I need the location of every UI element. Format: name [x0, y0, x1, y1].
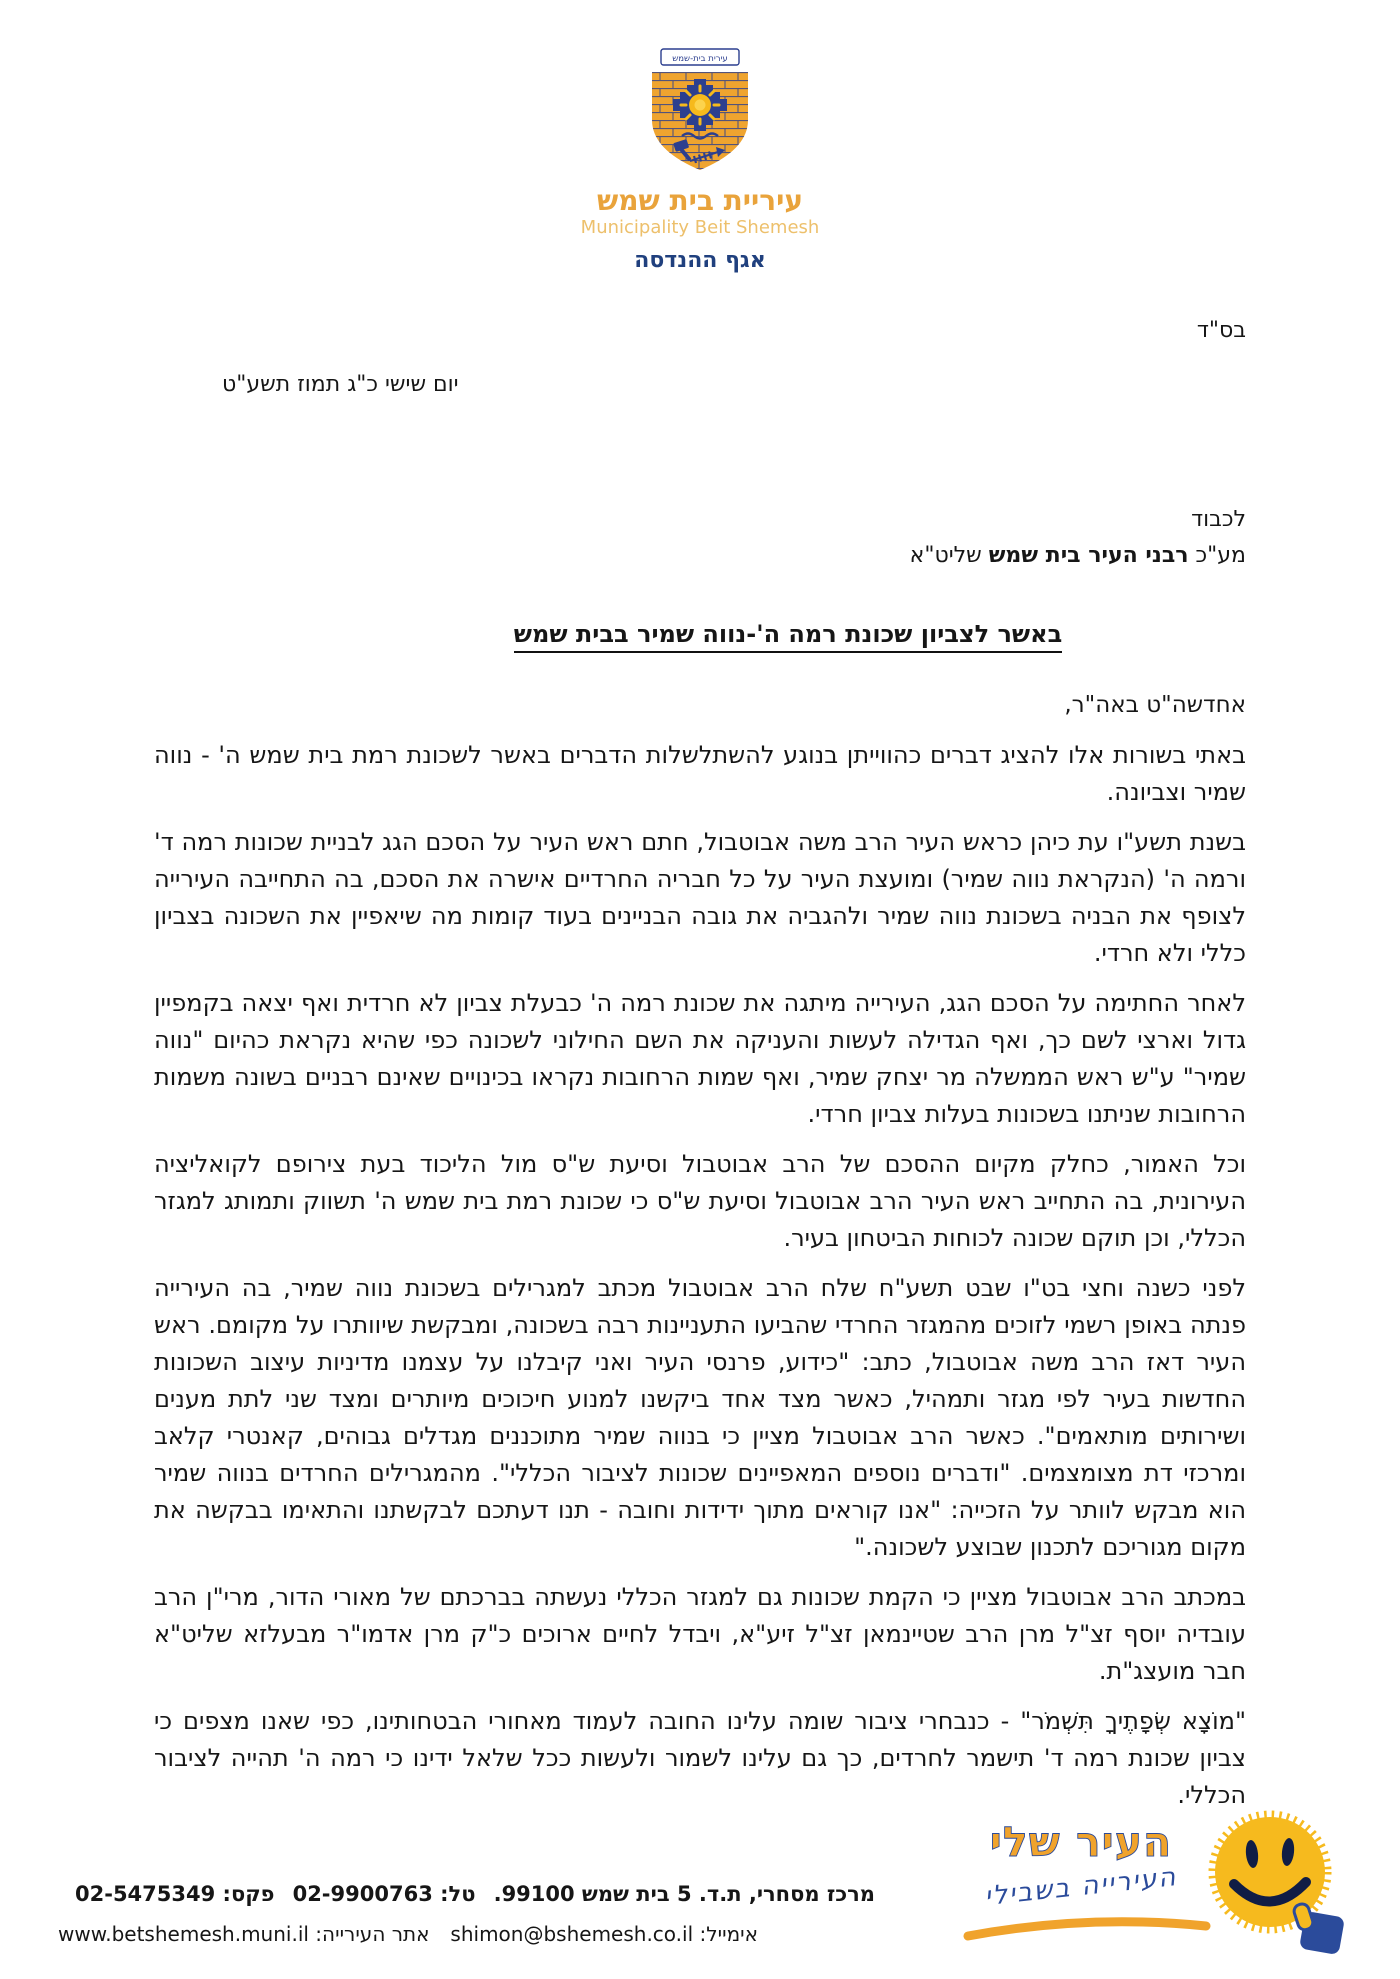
recipient-block [910, 502, 1246, 574]
footer-email-label: אימייל: [699, 1922, 758, 1946]
footer-phone [293, 1882, 476, 1906]
org-name-english: Municipality Beit Shemesh [580, 217, 820, 238]
municipality-emblem-icon [640, 48, 760, 176]
footer-phone-number: 02-9900763 [292, 1882, 433, 1906]
greeting-line: אחדשה"ט באה"ר, [1064, 692, 1246, 718]
footer-phone-label: טל: [440, 1882, 476, 1906]
logo-swoosh-decoration [962, 1910, 1212, 1944]
body-paragraph: לאחר החתימה על הסכם הגג, העירייה מיתגה את שכונת רמה ה' כבעלת צביון לא חרדית ואף יצאה בקמפיין גדול וארצי לשם כך, ואף הגדילה לעשות והעניקה את השם החילוני לשכונה כפי שהיא נקראת כהיום "נווה שמיר" ע"ש ראש הממשלה מר יצחק שמיר, ואף שמות הרחובות נקראו בכינויים שאינם רבניים בשונה משמות הרחובות שניתנו בשכונות בעלות צביון חרדי. [154, 989, 1246, 1128]
body-paragraph: בשנת תשע"ו עת כיהן כראש העיר הרב משה אבוטבול, חתם ראש העיר על הסכם הגג לבניית שכונות רמה ד' ורמה ה' (הנקראת נווה שמיר) ומועצת העיר על כל חבריה החרדיים אישרה את הסכם, בה התחייבה העירייה לצופף את הבניה בשכונת נווה שמיר ולהגביה את גובה הבניינים בעוד קומות מה שיאפיין את השכונה בצביון כללי ולא חרדי. [154, 828, 1246, 967]
footer-website-url: www.betshemesh.muni.il [58, 1922, 309, 1946]
footer-email-address: shimon@bshemesh.co.il [450, 1922, 694, 1946]
subject-row [0, 620, 1400, 653]
body-paragraph: באתי בשורות אלו להציג דברים כהווייתן בנוגע להשתלשלות הדברים באשר לשכונת רמת בית שמש ה' - נווה שמיר וצביונה. [154, 741, 1246, 806]
letterhead [0, 48, 1400, 273]
emblem-sun-icon [681, 86, 719, 124]
bsd-mark: בס"ד [1196, 318, 1246, 343]
emblem-banner-text: עירית בית-שמש [672, 54, 728, 64]
footer-website-label: אתר העירייה: [315, 1922, 430, 1946]
footer-fax-label: פקס: [222, 1882, 275, 1906]
city-logo-title: העיר שלי [989, 1818, 1173, 1866]
department-title: אגף ההנדסה [634, 248, 766, 273]
letter-date: יום שישי כ"ג תמוז תשע"ט [222, 372, 459, 397]
footer-web-line [58, 1922, 758, 1946]
org-name-hebrew: עיריית בית שמש [596, 184, 804, 217]
body-paragraph: וכל האמור, כחלק מקיום ההסכם של הרב אבוטבול וסיעת ש"ס מול הליכוד בעת צירופם לקואליציה העירונית, בה התחייב ראש העיר הרב אבוטבול וסיעת ש"ס כי שכונת רמת בית שמש ה' תשווק ותמותג למגזר הכללי, וכן תוקם שכונה לכוחות הביטחון בעיר. [154, 1150, 1246, 1252]
recipient-line: מע"כ רבני העיר בית שמש שליט"א [909, 543, 1246, 568]
city-logo-slogan: העירייה בשבילי [983, 1861, 1179, 1913]
footer-fax [75, 1882, 275, 1906]
footer-address: מרכז מסחרי, ת.ד. 5 בית שמש 99100. [493, 1882, 875, 1906]
city-logo [960, 1808, 1352, 1970]
footer-contact-line [75, 1882, 875, 1906]
footer-website [58, 1922, 430, 1946]
body-paragraph: לפני כשנה וחצי בט"ו שבט תשע"ח שלח הרב אבוטבול מכתב למגרילים בשכונת נווה שמיר, בה העירייה פנתה באופן רשמי לזוכים מהמגזר החרדי שהביעו התעניינות רבה בשכונה, ומבקשת שיוותרו על מקומם. ראש העיר דאז הרב משה אבוטבול, כתב: "כידוע, פרנסי העיר ואני קיבלנו על עצמנו מדיניות עיצוב השכונות החדשות בעיר לפי מגזר ותמהיל, כאשר מצד אחד ביקשנו למנוע חיכוכים מיותרים ומצד שני לתת מענים ושירותים מותאמים". כאשר הרב אבוטבול מציין כי בנווה שמיר מתוכננים מגדלים גבוהים, קאנטרי קלאב ומרכזי דת מצומצמים. "ודברים נוספים המאפיינים שכונות לציבור הכללי". מהמגרילים החרדים בנווה שמיר הוא מבקש לוותר על הזכייה: "אנו קוראים מתוך ידידות וחובה - תנו דעתכם לבקשתנו והתאימו בבקשה את מקום מגוריכם לתכנון שבוצע לשכונה." [154, 1274, 1246, 1561]
body-paragraph: במכתב הרב אבוטבול מציין כי הקמת שכונות גם למגזר הכללי נעשתה בברכתם של מאורי הדור, מרי"ן הרב עובדיה יוסף זצ"ל מרן הרב שטיינמאן זצ"ל זיע"א, ויבדל לחיים ארוכים כ"ק מרן אדמו"ר מבעלזא שליט"א חבר מועצג"ת. [154, 1583, 1246, 1685]
recipient-salutation: לכבוד [1191, 507, 1246, 532]
footer-fax-number: 02-5475349 [75, 1882, 216, 1906]
smiley-thumbs-up-icon [1204, 1808, 1352, 1968]
body-paragraph: "מוֹצָא שְׂפָתֶיךָ תִּשְׁמֹר" - כנבחרי ציבור שומה עלינו החובה לעמוד מאחורי הבטחותינו, כפי שאנו מצפים כי צביון שכונת רמה ד' תישמר לחרדים, כך גם עלינו לשמור ולעשות ככל שלאל ידינו כי רמה ה' תהייה לציבור הכללי. [154, 1707, 1246, 1809]
thumb-icon [1292, 1902, 1345, 1955]
letter-body [154, 737, 1246, 1827]
footer-email [450, 1922, 758, 1946]
subject-title: באשר לצביון שכונת רמה ה'-נווה שמיר בבית שמש [514, 620, 1062, 653]
